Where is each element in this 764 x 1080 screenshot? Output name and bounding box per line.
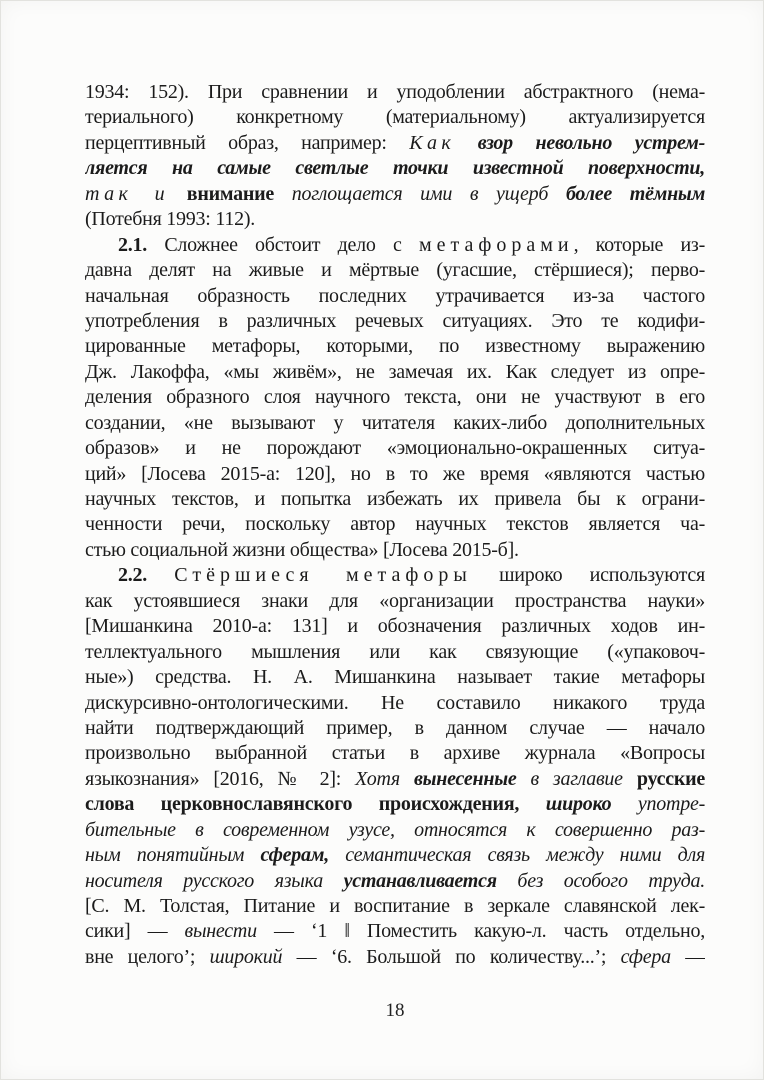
text-run: дискурсивно-онтологическими. Не составило никакого труда — [85, 691, 705, 714]
text-line — [85, 919, 705, 944]
text-run: как устоявшиеся знаки для «организации пространства науки» — [85, 589, 705, 612]
text-line — [85, 105, 705, 130]
text-run: деления образного слоя научного текста, они не участвуют в его — [85, 386, 705, 409]
text-run: [Мишанкина 2010-а: 131] и обозначения различных ходов ин- — [85, 615, 705, 638]
page-number: 18 — [385, 1000, 405, 1021]
text-run: употре- — [611, 793, 705, 816]
text-run: 2.2. — [118, 564, 147, 587]
text-run: научных текстов, и попытка избежать их привела бы к ограни- — [85, 488, 705, 510]
text-run: без особого труда. — [496, 869, 705, 892]
text-line — [85, 309, 705, 334]
text-line — [85, 563, 705, 588]
text-run: стью социальной жизни общества» [Лосева 2015-б]. — [85, 538, 519, 561]
text-line — [85, 385, 705, 410]
paragraph-3 — [85, 563, 705, 970]
text-run: Стёршиеся метафоры — [174, 564, 472, 587]
text-run: ляется на самые светлые точки известной поверхности, — [85, 157, 705, 180]
text-run: устанавливается — [343, 869, 497, 892]
text-run: произвольно выбранной статьи в архиве журнала «Вопросы — [85, 742, 705, 765]
text-run: цированные метафоры, которыми, по известному выражению — [85, 335, 705, 358]
text-line — [85, 462, 705, 487]
paragraph-2 — [85, 233, 705, 564]
text-run: теллектуального мышления или как связующие («упаковоч- — [85, 640, 705, 663]
text-line — [85, 665, 705, 690]
text-line — [85, 131, 705, 156]
text-run: поглощается ими в ущерб — [274, 182, 566, 205]
text-run: — — [670, 945, 705, 968]
text-run: 2.1. — [118, 233, 147, 256]
text-line — [85, 894, 705, 919]
text-run: — ‘6. Большой по количеству...’; — [282, 945, 621, 968]
text-run: взор невольно устрем- — [477, 131, 705, 154]
text-run: 1934: 152). При сравнении и уподоблении абстрактного (нема- — [85, 81, 705, 103]
text-line — [85, 869, 705, 894]
text-run: бительные в современном узусе, относятся к совершенно раз- — [85, 818, 705, 841]
text-block — [85, 80, 705, 970]
text-run — [147, 564, 174, 586]
text-line — [85, 512, 705, 537]
text-run: более тёмным — [565, 182, 705, 205]
text-run: Сложнее обстоит дело с — [147, 233, 419, 256]
text-line — [85, 538, 705, 563]
text-run: в заглавие — [516, 767, 637, 790]
text-run: широко — [545, 793, 612, 816]
text-run: слова церковнославянского происхождения, — [85, 793, 546, 816]
text-run: русские — [636, 767, 705, 790]
text-run: внимание — [186, 182, 275, 205]
text-line — [85, 818, 705, 843]
text-line — [85, 691, 705, 716]
text-line — [85, 156, 705, 181]
text-run: перцептивный образ, например: — [85, 131, 410, 154]
text-run: сферам, — [260, 844, 329, 867]
text-line — [85, 614, 705, 639]
text-line — [85, 589, 705, 614]
text-line — [85, 487, 705, 512]
text-run: языкознания» [2016, № 2]: — [85, 767, 356, 790]
text-run: сики] — — [85, 920, 185, 943]
text-run: — ‘1 ‖ Поместить какую-л. часть отдельно, — [256, 920, 705, 943]
text-run: [С. М. Толстая, Питание и воспитание в зеркале славянской лек- — [85, 895, 705, 917]
text-run: найти подтверждающий пример, в данном случае — начало — [85, 716, 705, 739]
text-run: давна делят на живые и мёртвые (угасшие, стёршиеся); перво- — [85, 259, 705, 282]
text-run: Как — [409, 131, 456, 154]
text-run: носителя русского языка — [85, 869, 344, 892]
paragraph-1 — [85, 80, 705, 233]
text-run: широко используются — [471, 564, 705, 587]
text-run: широкий — [209, 945, 283, 968]
text-run: создании, «не вызывают у читателя каких-либо дополнительных — [85, 411, 705, 434]
text-line — [85, 258, 705, 283]
text-run: метафорами — [418, 233, 574, 256]
text-run: ций» [Лосева 2015-а: 120], но в то же время «являются частью — [85, 462, 705, 485]
text-run: употребления в различных речевых ситуациях. Это те кодифи- — [85, 309, 705, 332]
text-line — [85, 360, 705, 385]
text-line — [85, 843, 705, 868]
text-run: Дж. Лакоффа, «мы живём», не замечая их. Как следует из опре- — [85, 360, 705, 383]
text-line — [85, 716, 705, 741]
text-run — [169, 183, 187, 205]
text-run: начальная образность последних утрачивается из-за частого — [85, 284, 705, 307]
text-run — [455, 132, 478, 154]
text-line — [85, 334, 705, 359]
text-run: вынесенные — [413, 767, 517, 790]
text-line — [85, 411, 705, 436]
text-run: вне целого’; — [85, 945, 210, 968]
text-run: сфера — [620, 945, 671, 968]
text-run: ные») средства. Н. А. Мишанкина называет такие метафоры — [85, 666, 705, 689]
text-line — [85, 207, 705, 232]
text-line — [85, 284, 705, 309]
text-run: ченности речи, поскольку автор научных текстов является ча- — [85, 513, 705, 536]
text-line — [85, 640, 705, 665]
text-run: так и — [85, 182, 170, 205]
text-run: (Потебня 1993: 112). — [85, 208, 256, 231]
text-line — [85, 436, 705, 461]
text-run: Хотя — [355, 767, 414, 790]
text-run: вынести — [184, 920, 257, 943]
text-run: ным понятийным — [85, 844, 261, 867]
text-line — [85, 767, 705, 792]
text-line — [85, 741, 705, 766]
text-line — [85, 233, 705, 258]
text-run: териального) конкретному (материальному) актуализируется — [85, 106, 705, 129]
text-line — [85, 182, 705, 207]
text-line — [85, 80, 705, 105]
text-run: , которые из- — [573, 233, 705, 256]
text-line — [85, 792, 705, 817]
text-line — [85, 945, 705, 970]
text-run: образов» и не порождают «эмоционально-окрашенных ситуа- — [85, 437, 705, 460]
text-run: семантическая связь между ними для — [328, 844, 705, 867]
